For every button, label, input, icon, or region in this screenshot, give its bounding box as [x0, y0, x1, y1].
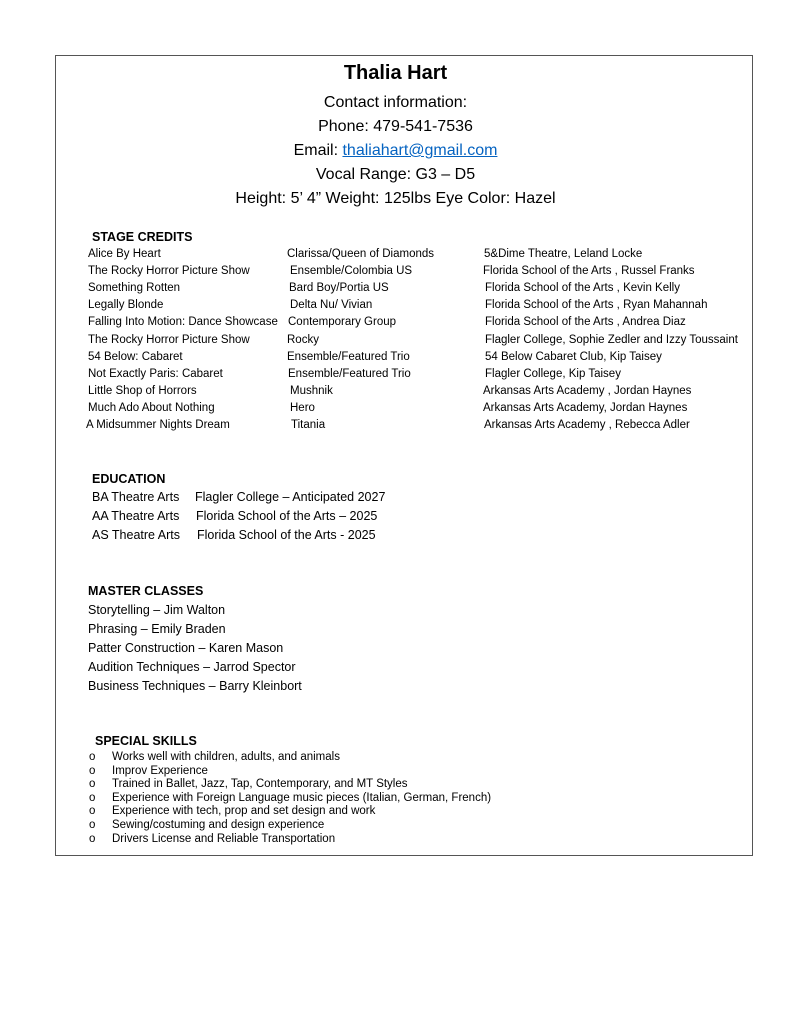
- credit-show: Falling Into Motion: Dance Showcase: [88, 316, 278, 329]
- credit-role: Ensemble/Featured Trio: [287, 350, 410, 363]
- email-link[interactable]: thaliahart@gmail.com: [342, 142, 498, 159]
- education-school: Florida School of the Arts - 2025: [197, 528, 376, 542]
- skill-text: Improv Experience: [112, 764, 208, 777]
- contact-heading: Contact information:: [323, 94, 468, 111]
- credit-role: Ensemble/Colombia US: [290, 265, 413, 278]
- credit-show: Legally Blonde: [88, 299, 164, 312]
- credit-show: Alice By Heart: [88, 248, 161, 260]
- credit-show: The Rocky Horror Picture Show: [88, 265, 250, 278]
- stage-credits-heading: STAGE CREDITS: [92, 230, 193, 244]
- master-class-item: Storytelling – Jim Walton: [88, 603, 226, 617]
- master-class-item: Audition Techniques – Jarrod Spector: [88, 660, 296, 674]
- credit-role: Bard Boy/Portia US: [289, 282, 389, 295]
- credit-show: Not Exactly Paris: Cabaret: [88, 367, 223, 380]
- phone: Phone: 479-541-7536: [318, 118, 473, 135]
- education-degree: AS Theatre Arts: [92, 528, 181, 542]
- credit-venue: Florida School of the Arts , Andrea Diaz: [485, 316, 686, 329]
- bullet-icon: o: [89, 751, 96, 763]
- education-degree: BA Theatre Arts: [92, 490, 180, 504]
- credit-venue: Florida School of the Arts , Russel Franks: [483, 265, 695, 278]
- physical-stats: Height: 5’ 4” Weight: 125lbs Eye Color: Hazel: [235, 190, 556, 207]
- education-school: Flagler College – Anticipated 2027: [195, 490, 386, 504]
- bullet-icon: o: [89, 791, 96, 804]
- credit-venue: 54 Below Cabaret Club, Kip Taisey: [485, 350, 662, 363]
- skill-text: Trained in Ballet, Jazz, Tap, Contemporary, and MT Styles: [112, 778, 408, 791]
- credit-venue: Arkansas Arts Academy , Jordan Haynes: [483, 384, 692, 397]
- credit-show: The Rocky Horror Picture Show: [88, 333, 250, 346]
- credit-venue: 5&Dime Theatre, Leland Locke: [484, 248, 643, 260]
- credit-role: Contemporary Group: [288, 316, 397, 329]
- master-class-item: Patter Construction – Karen Mason: [88, 641, 284, 655]
- skill-text: Drivers License and Reliable Transportation: [112, 832, 336, 845]
- credit-role: Ensemble/Featured Trio: [288, 367, 411, 380]
- credit-show: Much Ado About Nothing: [88, 401, 215, 414]
- resume-name: Thalia Hart: [343, 62, 448, 84]
- credit-show: A Midsummer Nights Dream: [86, 419, 230, 431]
- credit-venue: Flagler College, Sophie Zedler and Izzy Toussaint: [485, 333, 738, 346]
- credit-show: Something Rotten: [88, 282, 181, 295]
- master-classes-heading: MASTER CLASSES: [88, 584, 204, 598]
- skill-text: Experience with Foreign Language music pieces (Italian, German, French): [112, 791, 492, 804]
- credit-show: 54 Below: Cabaret: [88, 350, 183, 363]
- email-label: Email:: [293, 142, 343, 159]
- credit-venue: Florida School of the Arts , Kevin Kelly: [485, 282, 680, 295]
- credit-role: Rocky: [287, 333, 319, 346]
- credit-venue: Arkansas Arts Academy, Jordan Haynes: [483, 401, 688, 414]
- bullet-icon: o: [89, 832, 96, 845]
- master-class-item: Business Techniques – Barry Kleinbort: [88, 679, 302, 693]
- credit-venue: Arkansas Arts Academy , Rebecca Adler: [484, 419, 690, 431]
- credit-venue: Florida School of the Arts , Ryan Mahannah: [485, 299, 708, 312]
- skill-text: Works well with children, adults, and animals: [112, 751, 340, 763]
- master-class-item: Phrasing – Emily Braden: [88, 622, 226, 636]
- credit-role: Hero: [290, 401, 315, 414]
- credit-role: Titania: [291, 419, 326, 431]
- bullet-icon: o: [89, 819, 96, 831]
- credit-show: Little Shop of Horrors: [88, 384, 197, 397]
- bullet-icon: o: [89, 805, 96, 818]
- education-degree: AA Theatre Arts: [92, 509, 180, 523]
- skill-text: Experience with tech, prop and set design and work: [112, 805, 376, 818]
- credit-venue: Flagler College, Kip Taisey: [485, 367, 621, 380]
- email-line: [0, 142, 791, 160]
- bullet-icon: o: [89, 764, 96, 777]
- vocal-range: Vocal Range: G3 – D5: [315, 166, 476, 183]
- education-school: Florida School of the Arts – 2025: [196, 509, 378, 523]
- education-heading: EDUCATION: [92, 472, 166, 486]
- bullet-icon: o: [89, 778, 96, 791]
- special-skills-heading: SPECIAL SKILLS: [95, 734, 197, 748]
- skill-text: Sewing/costuming and design experience: [112, 819, 325, 831]
- credit-role: Delta Nu/ Vivian: [290, 299, 373, 312]
- credit-role: Clarissa/Queen of Diamonds: [287, 248, 435, 260]
- credit-role: Mushnik: [290, 384, 333, 397]
